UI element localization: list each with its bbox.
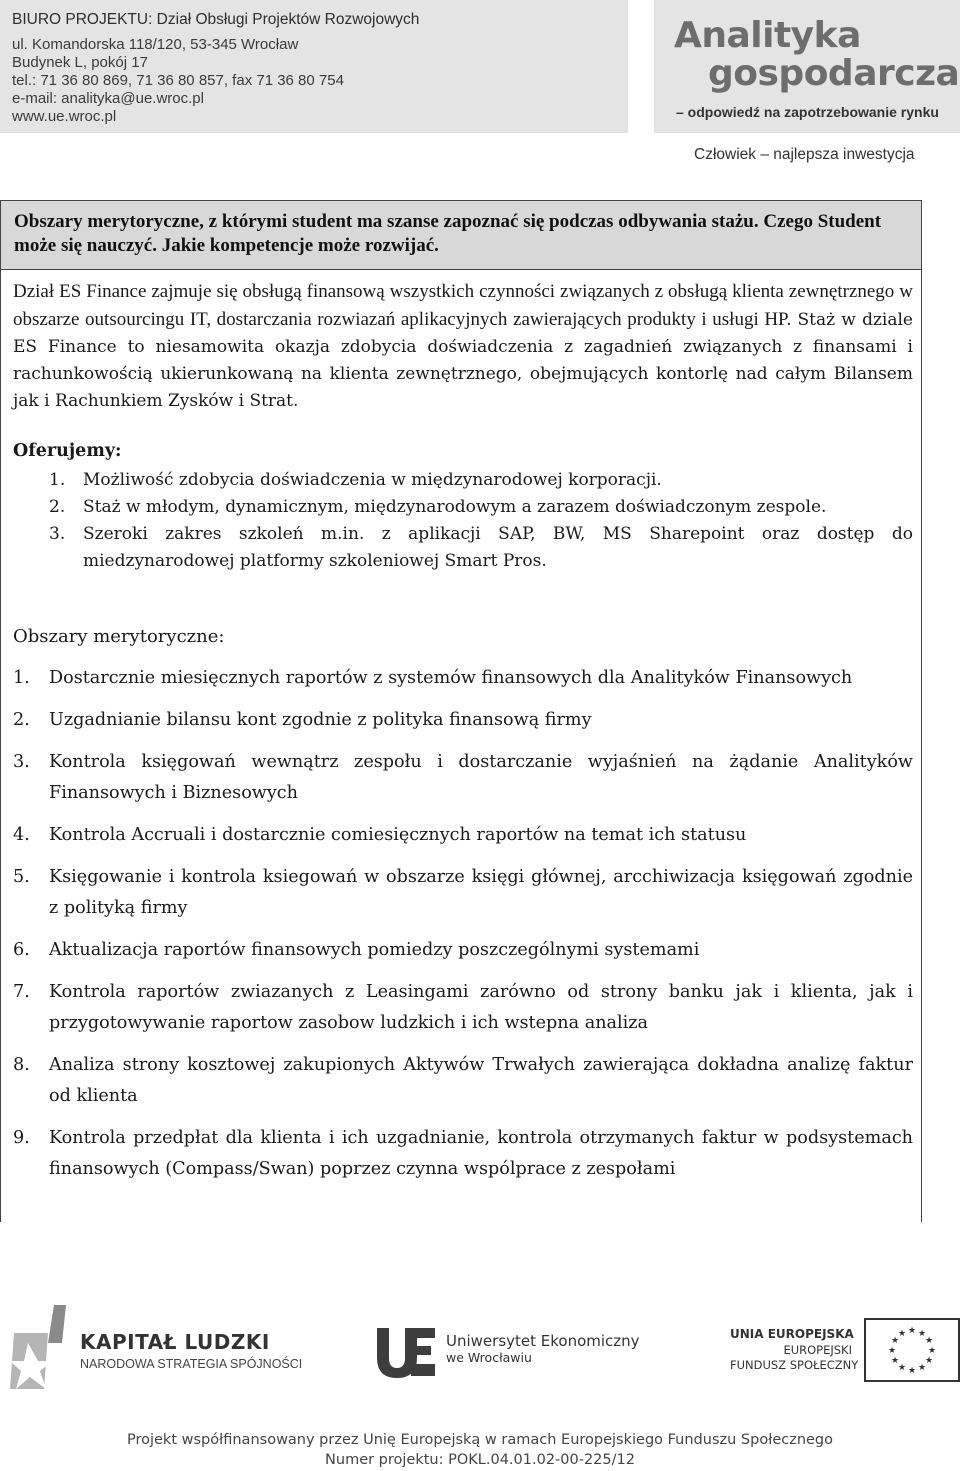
list-item bbox=[13, 862, 913, 924]
list-item-number: 3. bbox=[49, 524, 66, 544]
list-item-number: 5. bbox=[13, 867, 30, 887]
list-item-number: 2. bbox=[13, 710, 30, 730]
kapital-ludzki-logo-icon bbox=[8, 1303, 70, 1391]
list-item bbox=[13, 521, 913, 575]
svg-text:★: ★ bbox=[897, 1363, 907, 1373]
areas-list bbox=[13, 663, 913, 1196]
eu-flag-icon bbox=[864, 1318, 960, 1382]
areas-heading: Obszary merytoryczne: bbox=[13, 626, 225, 647]
header-divider bbox=[628, 0, 654, 133]
list-item bbox=[13, 494, 913, 521]
list-item bbox=[13, 663, 913, 694]
email-address[interactable]: e-mail: analityka@ue.wroc.pl bbox=[12, 90, 204, 107]
brand-logo-panel bbox=[654, 0, 960, 133]
list-item-text: Dostarcznie miesięcznych raportów z systemów finansowych dla Analityków Finansowych bbox=[49, 668, 853, 688]
list-item-text: Analiza strony kosztowej zakupionych Aktywów Trwałych zawierająca dokładna analizę faktur od klienta bbox=[49, 1055, 913, 1106]
intro-part1: Dział ES Finance zajmuje się obsługą finansową wszystkich czynności związanych z obsługą klienta zewnętrznego w obszarze outsourcingu IT, dostarczania rozwiazań aplikacyjnych zawierających produkty i usługi HP. bbox=[13, 281, 913, 330]
svg-text:★: ★ bbox=[917, 1329, 927, 1339]
list-item-text: Kontrola przedpłat dla klienta i ich uzgadnianie, kontrola otrzymanych faktur w podsystemach finansowych (Compass/Swan) poprzez czynna wspólprace z zespołami bbox=[49, 1128, 913, 1179]
list-item bbox=[13, 1123, 913, 1185]
svg-text:★: ★ bbox=[917, 1363, 927, 1373]
intro-paragraph bbox=[13, 278, 913, 415]
motto: Człowiek – najlepsza inwestycja bbox=[694, 146, 915, 163]
header-contact-panel bbox=[0, 0, 628, 133]
list-item bbox=[13, 977, 913, 1039]
list-item-text: Kontrola Accruali i dostarcznie comiesięcznych raportów na temat ich statusu bbox=[49, 825, 747, 845]
project-number: Numer projektu: POKL.04.01.02-00-225/12 bbox=[325, 1452, 635, 1468]
svg-text:★: ★ bbox=[890, 1336, 900, 1346]
address-building: Budynek L, pokój 17 bbox=[12, 54, 148, 71]
list-item-text: Kontrola księgowań wewnątrz zespołu i dostarczanie wyjaśnień na żądanie Analityków Finansowych i Biznesowych bbox=[49, 752, 913, 803]
address-street: ul. Komandorska 118/120, 53-345 Wrocław bbox=[12, 36, 299, 53]
list-item-text: Uzgadnianie bilansu kont zgodnie z polityka finansową firmy bbox=[49, 710, 592, 730]
svg-text:★: ★ bbox=[887, 1346, 897, 1356]
brand-line2: gospodarcza bbox=[708, 53, 960, 94]
list-item-text: Szeroki zakres szkoleń m.in. z aplikacji SAP, BW, MS Sharepoint oraz dostęp do miedzynarodowej platformy szkoleniowej Smart Pros. bbox=[83, 524, 913, 571]
ue-city: we Wrocławiu bbox=[446, 1350, 532, 1365]
website-link[interactable]: www.ue.wroc.pl bbox=[12, 108, 117, 125]
svg-text:★: ★ bbox=[924, 1356, 934, 1366]
heading-text: Obszary merytoryczne, z którymi student ma szanse zapoznać się podczas odbywania stażu. Czego Student może się nauczyć. Jakie kompetencje może rozwijać. bbox=[14, 211, 882, 256]
project-cofinance-note: Projekt współfinansowany przez Unię Europejską w ramach Europejskiego Funduszu Społecznego bbox=[126, 1432, 834, 1448]
svg-text:★: ★ bbox=[927, 1346, 937, 1356]
offer-list bbox=[13, 467, 913, 575]
brand-line1: Analityka bbox=[674, 15, 861, 56]
svg-text:★: ★ bbox=[924, 1336, 934, 1346]
list-item-text: Staż w młodym, dynamicznym, międzynarodowym a zarazem doświadczonym zespole. bbox=[83, 497, 827, 517]
list-item bbox=[13, 747, 913, 809]
list-item-number: 3. bbox=[13, 752, 30, 772]
svg-text:★: ★ bbox=[907, 1366, 917, 1376]
kapital-ludzki-subtitle: NARODOWA STRATEGIA SPÓJNOŚCI bbox=[80, 1357, 303, 1371]
list-item-text: Aktualizacja raportów finansowych pomiedzy poszczególnymi systemami bbox=[49, 940, 700, 960]
phone-fax: tel.: 71 36 80 869, 71 36 80 857, fax 71 36 80 754 bbox=[12, 72, 344, 89]
list-item bbox=[13, 467, 913, 494]
list-item-number: 6. bbox=[13, 940, 30, 960]
list-item-number: 4. bbox=[13, 825, 30, 845]
ue-university-logo-icon bbox=[375, 1324, 437, 1380]
list-item-number: 9. bbox=[13, 1128, 30, 1148]
ue-name: Uniwersytet Ekonomiczny bbox=[446, 1332, 640, 1350]
list-item-number: 8. bbox=[13, 1055, 30, 1075]
svg-text:★: ★ bbox=[897, 1329, 907, 1339]
list-item bbox=[13, 705, 913, 736]
content-box bbox=[0, 200, 922, 1222]
eu-title: UNIA EUROPEJSKA bbox=[730, 1327, 854, 1341]
list-item-number: 1. bbox=[49, 470, 66, 490]
list-item-text: Księgowanie i kontrola ksiegowań w obszarze księgi głównej, arcchiwizacja księgowań zgodnie z polityką firmy bbox=[49, 867, 913, 918]
list-item bbox=[13, 1050, 913, 1112]
brand-tagline: – odpowiedź na zapotrzebowanie rynku bbox=[676, 104, 939, 120]
list-item-number: 1. bbox=[13, 668, 30, 688]
eu-fund-line1: EUROPEJSKI bbox=[783, 1343, 852, 1357]
intro-part2: Staż w dziale ES Finance to niesamowita okazja zdobycia doświadczenia z zagadnień związanych z finansami i rachunkowością ukierunkowaną na klienta zewnętrznego, obejmujących kontorlę nad całym Bilansem jak i Rachunkiem Zysków i Strat. bbox=[13, 310, 913, 411]
eu-fund-line2: FUNDUSZ SPOŁECZNY bbox=[730, 1358, 859, 1372]
office-name: BIURO PROJEKTU: Dział Obsługi Projektów Rozwojowych bbox=[12, 11, 420, 28]
list-item-text: Kontrola raportów zwiazanych z Leasingami zarówno od strony banku jak i klienta, jak i przygotowywanie raportow zasobow ludzkich i ich wstepna analiza bbox=[49, 982, 913, 1033]
kapital-ludzki-title: KAPITAŁ LUDZKI bbox=[80, 1330, 270, 1354]
content-box-heading bbox=[1, 201, 921, 270]
list-item-text: Możliwość zdobycia doświadczenia w międzynarodowej korporacji. bbox=[83, 470, 662, 490]
list-item bbox=[13, 935, 913, 966]
list-item bbox=[13, 820, 913, 851]
offer-heading: Oferujemy: bbox=[13, 441, 122, 461]
list-item-number: 2. bbox=[49, 497, 66, 517]
svg-text:★: ★ bbox=[907, 1326, 917, 1336]
list-item-number: 7. bbox=[13, 982, 30, 1002]
svg-text:★: ★ bbox=[890, 1356, 900, 1366]
